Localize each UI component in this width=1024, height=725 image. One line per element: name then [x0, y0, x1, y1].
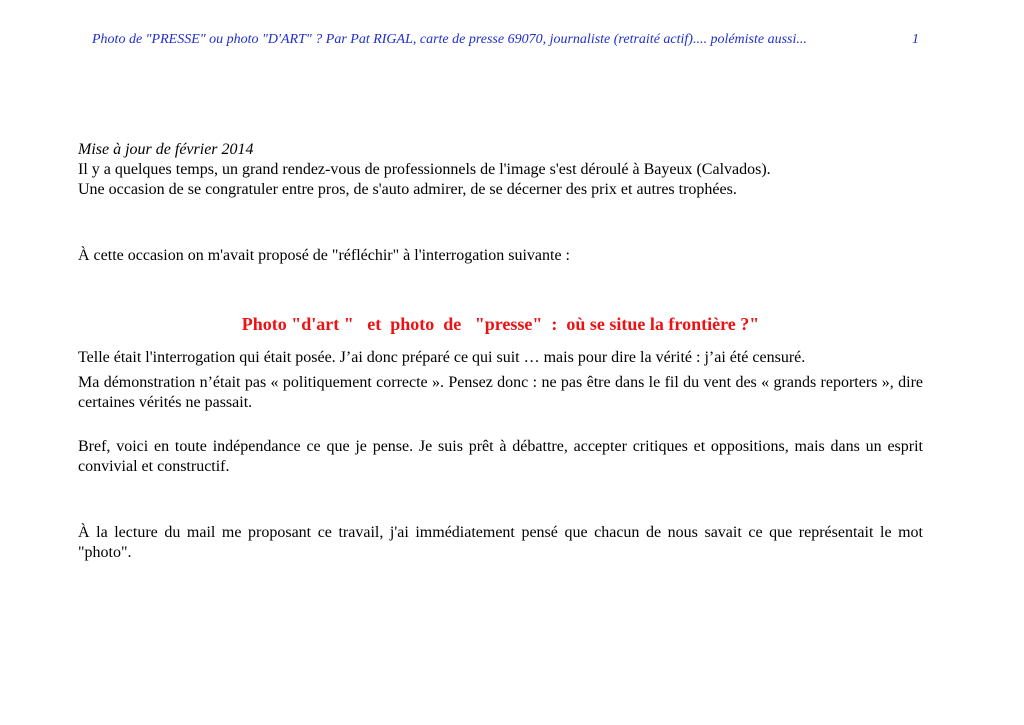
paragraph-lecture: À la lecture du mail me proposant ce travail, j'ai immédiatement pensé que chacun de nous savait ce que représentait le mot "photo".	[78, 524, 923, 561]
paragraph-censored-2: Ma démonstration n’était pas « politiquement correcte ». Pensez donc : ne pas être dans le fil du vent des « grands reporters », dire certaines vérités ne passait.	[78, 374, 923, 411]
update-date: Mise à jour de février 2014	[78, 141, 254, 158]
header-text: Photo de "PRESSE" ou photo "D'ART" ? Par Pat RIGAL, carte de presse 69070, journaliste (retraité actif).... polémiste aussi...	[92, 32, 807, 47]
document-body	[78, 140, 923, 563]
paragraph-bref: Bref, voici en toute indépendance ce que je pense. Je suis prêt à débattre, accepter critiques et oppositions, mais dans un esprit convivial et constructif.	[78, 438, 923, 475]
question-intro: À cette occasion on m'avait proposé de "réfléchir" à l'interrogation suivante :	[78, 247, 570, 264]
section-title: Photo "d'art " et photo de "presse" : où se situe la frontière ?"	[241, 314, 760, 334]
intro-line-1: Il y a quelques temps, un grand rendez-vous de professionnels de l'image s'est déroulé à Bayeux (Calvados).	[78, 161, 771, 178]
paragraph-censored-1: Telle était l'interrogation qui était posée. J’ai donc préparé ce qui suit … mais pour dire la vérité : j’ai été censuré.	[78, 349, 806, 366]
page-number: 1	[912, 32, 919, 47]
intro-line-2: Une occasion de se congratuler entre pros, de s'auto admirer, de se décerner des prix et autres trophées.	[78, 181, 737, 198]
page-header	[92, 32, 922, 48]
